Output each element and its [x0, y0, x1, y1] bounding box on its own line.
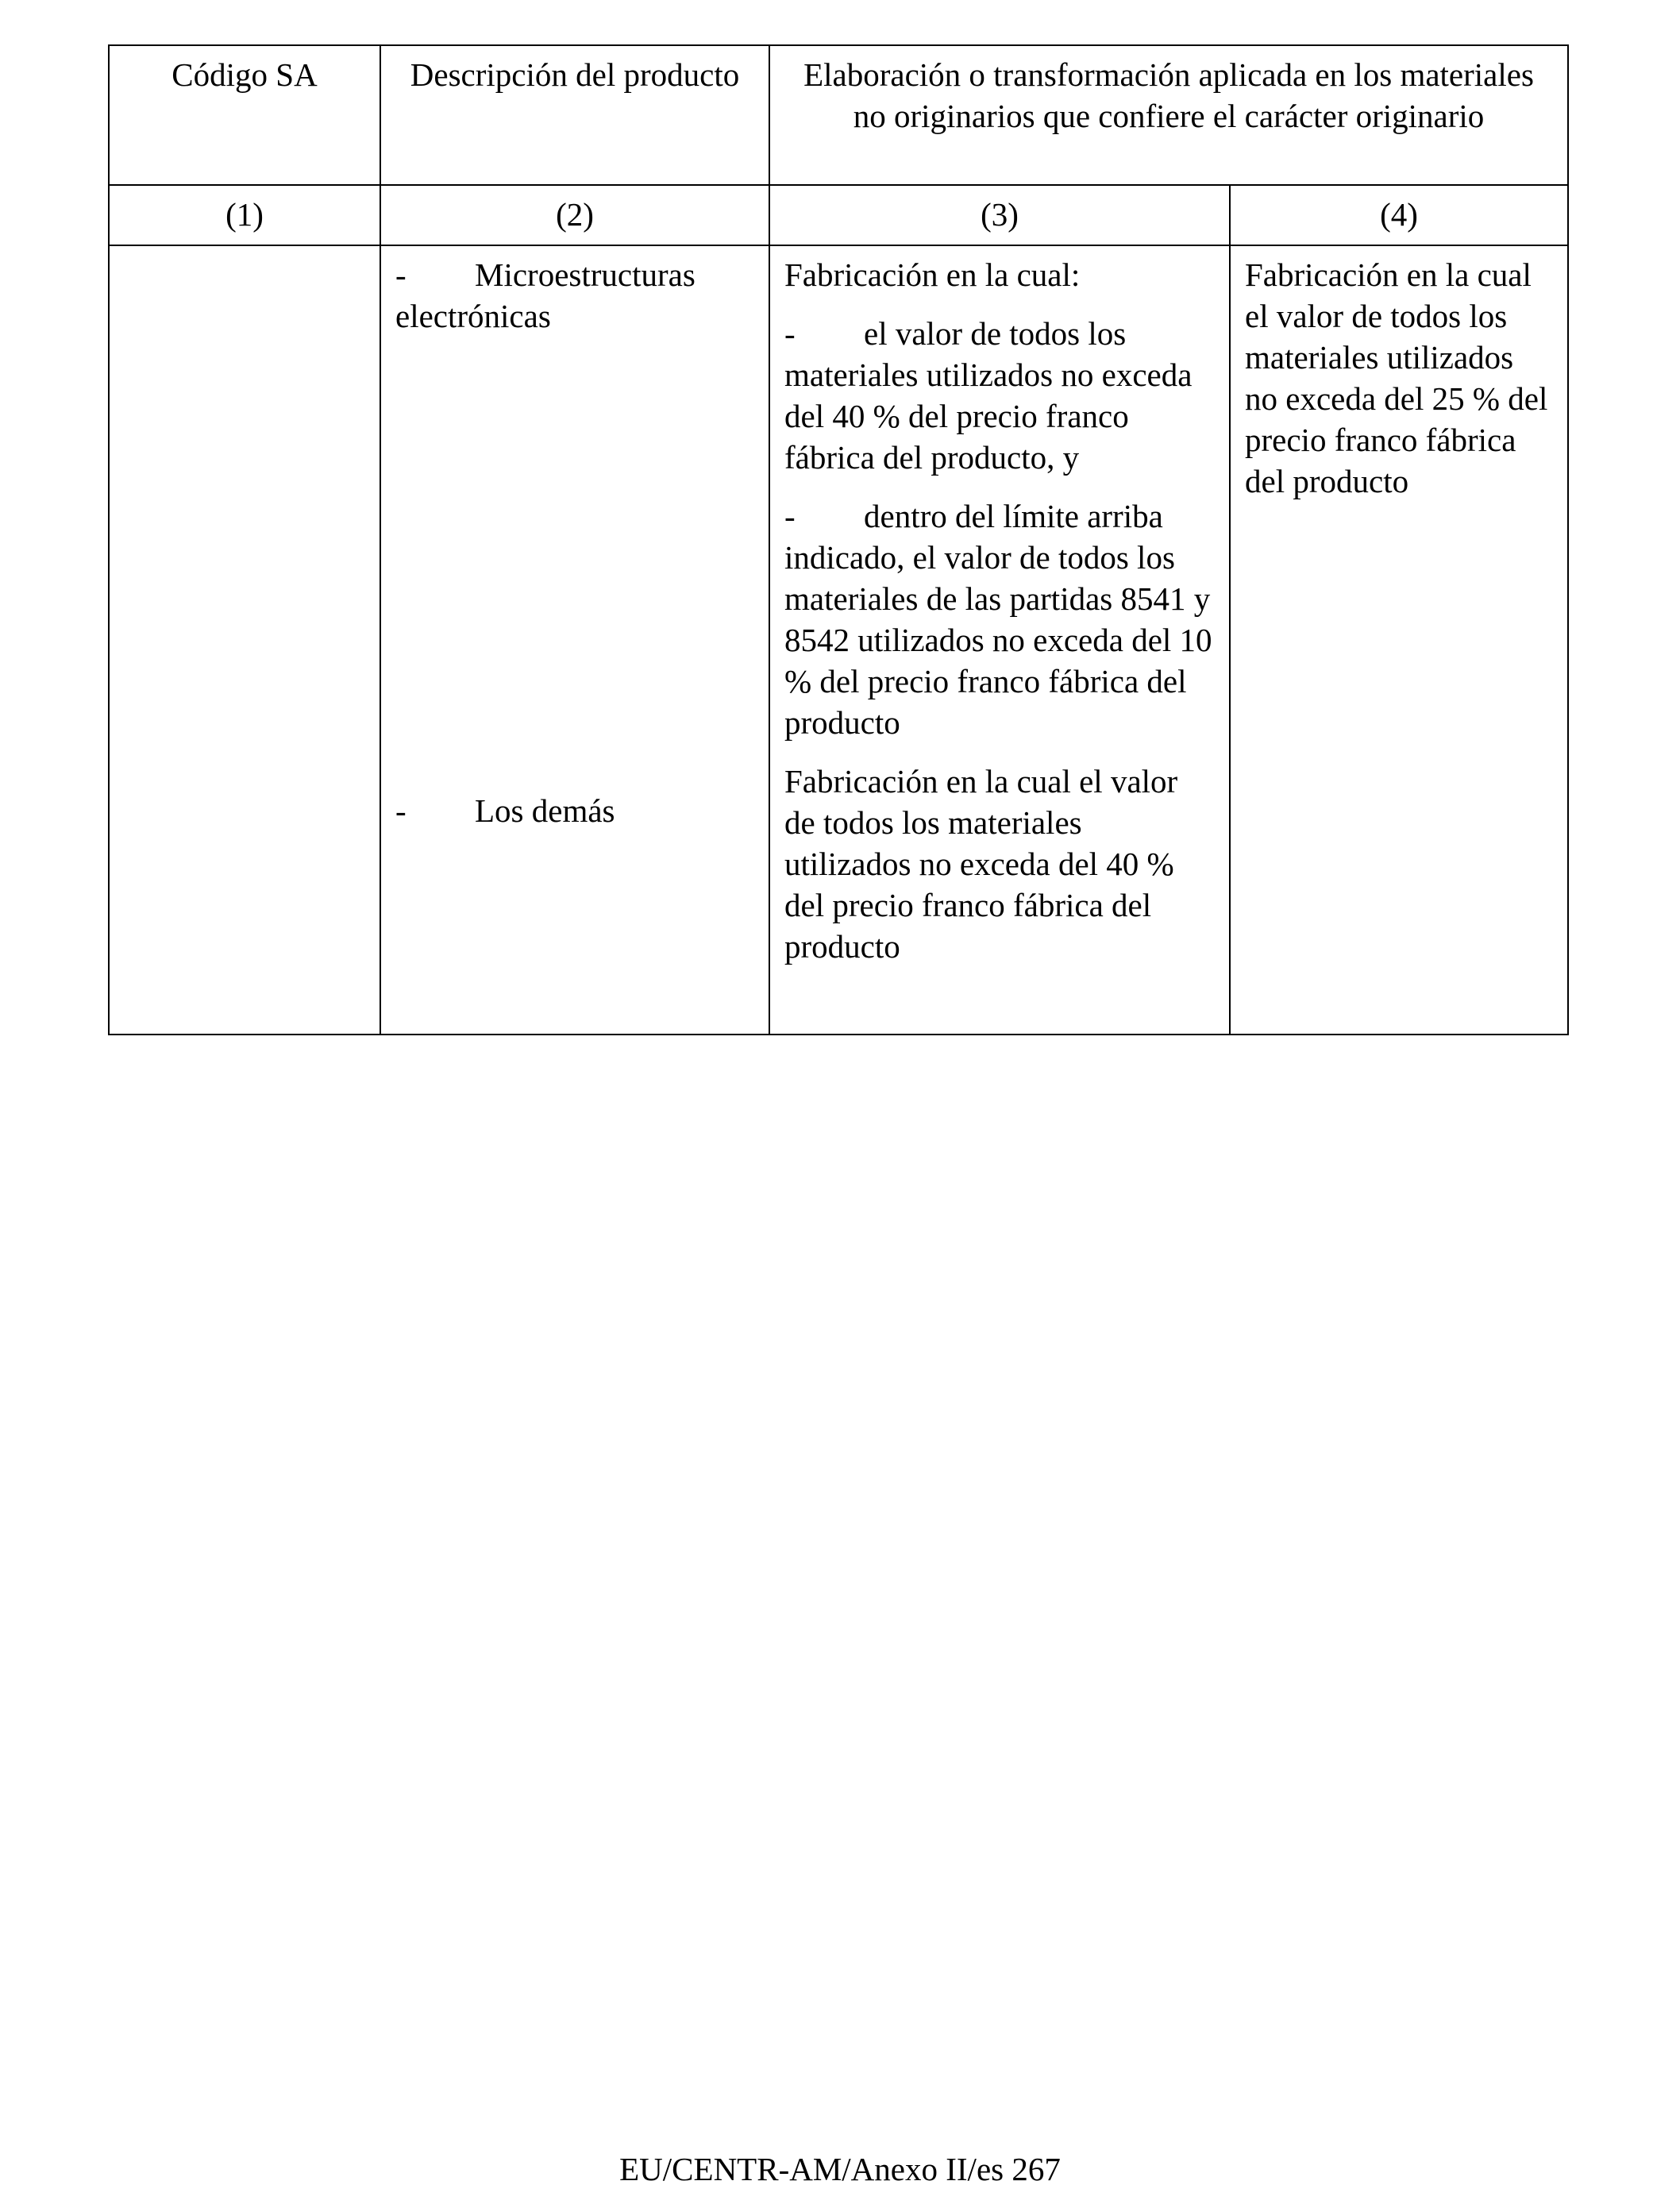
processing-other: Fabricación en la cual el valor de todos los materiales utilizados no exceda del 40 % del precio franco fábrica del producto	[784, 763, 1178, 965]
column-number-4: (4)	[1230, 185, 1568, 245]
table-row	[109, 245, 1568, 1035]
dash-marker: -	[395, 792, 407, 829]
column-number-1: (1)	[109, 185, 380, 245]
column-number-3: (3)	[769, 185, 1230, 245]
condition-text: dentro del límite arriba indicado, el valor de todos los materiales de las partidas 8541 y 8542 utilizados no exceda del 10 % del precio franco fábrica del producto	[784, 498, 1212, 741]
description-text: Microestructuras electrónicas	[395, 256, 696, 334]
description-item-2	[395, 790, 754, 831]
page-footer: EU/CENTR-AM/Anexo II/es 267	[619, 2151, 1061, 2187]
header-row	[109, 45, 1568, 185]
dash-marker: -	[784, 498, 796, 534]
origin-rules-table	[108, 44, 1569, 1035]
description-spacer	[395, 337, 754, 790]
processing-condition-2	[784, 495, 1215, 743]
header-processing: Elaboración o transformación aplicada en los materiales no originarios que confiere el carácter originario	[769, 45, 1568, 185]
description-text: Los demás	[475, 792, 615, 829]
alternative-rule: Fabricación en la cual el valor de todos los materiales utilizados no exceda del 25 % del precio franco fábrica del producto	[1245, 256, 1548, 499]
processing-intro: Fabricación en la cual:	[784, 256, 1081, 293]
dash-marker: -	[784, 315, 796, 352]
header-description: Descripción del producto	[380, 45, 769, 185]
description-cell	[380, 245, 769, 1035]
code-cell	[109, 245, 380, 1035]
alternative-cell	[1230, 245, 1568, 1035]
condition-text: el valor de todos los materiales utilizados no exceda del 40 % del precio franco fábrica del producto, y	[784, 315, 1193, 476]
header-code: Código SA	[109, 45, 380, 185]
description-item-1	[395, 254, 754, 337]
processing-condition-1	[784, 313, 1215, 478]
column-number-row	[109, 185, 1568, 245]
processing-cell	[769, 245, 1230, 1035]
dash-marker: -	[395, 256, 407, 293]
column-number-2: (2)	[380, 185, 769, 245]
